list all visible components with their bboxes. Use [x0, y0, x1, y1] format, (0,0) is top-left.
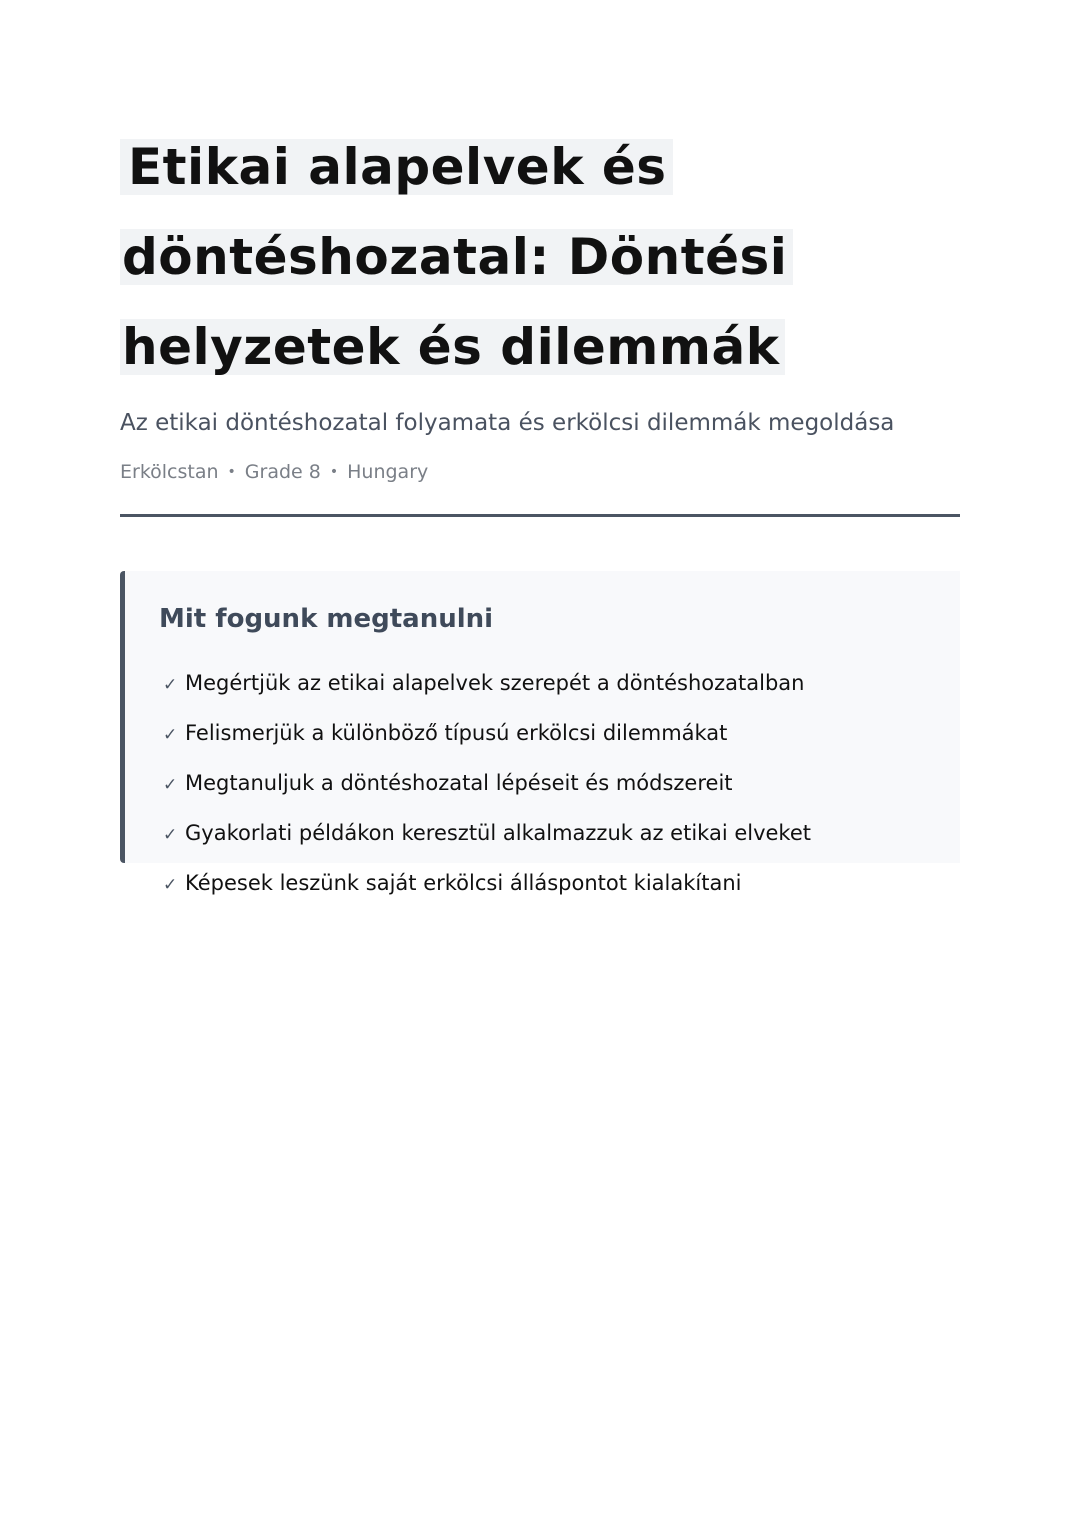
objective-text: Megtanuljuk a döntéshozatal lépéseit és módszereit: [185, 771, 733, 795]
objective-item: [159, 659, 930, 709]
objectives-list: [159, 659, 930, 909]
meta-separator: •: [329, 464, 339, 480]
meta-grade: Grade 8: [244, 461, 321, 483]
objective-text: Képesek leszünk saját erkölcsi álláspontot kialakítani: [185, 871, 742, 895]
learning-objectives-box: [120, 571, 960, 895]
objective-text: Megértjük az etikai alapelvek szerepét a döntéshozatalban: [185, 671, 805, 695]
meta-line: [120, 459, 960, 485]
section-divider: [120, 514, 960, 517]
meta-subject: Erkölcstan: [120, 461, 219, 483]
objectives-heading: Mit fogunk megtanulni: [159, 604, 494, 634]
objective-item: [159, 809, 930, 859]
objective-text: Gyakorlati példákon keresztül alkalmazzuk az etikai elveket: [185, 821, 811, 845]
objective-item: [159, 759, 930, 809]
check-icon: ✓: [163, 775, 178, 795]
check-icon: ✓: [163, 825, 178, 845]
check-icon: ✓: [163, 675, 178, 695]
meta-country: Hungary: [347, 461, 429, 483]
objective-item: [159, 709, 930, 759]
meta-separator: •: [227, 464, 236, 480]
page-title: [120, 128, 960, 387]
title-line-3: helyzetek és dilemmák: [120, 319, 785, 375]
page-subtitle: Az etikai döntéshozatal folyamata és erkölcsi dilemmák megoldása: [120, 410, 895, 436]
objective-item: [159, 859, 930, 909]
check-icon: ✓: [163, 875, 178, 895]
document-page: [120, 128, 960, 895]
title-line-2: döntéshozatal: Döntési: [120, 229, 793, 285]
objective-text: Felismerjük a különböző típusú erkölcsi dilemmákat: [185, 721, 728, 745]
check-icon: ✓: [163, 725, 178, 745]
title-line-1: Etikai alapelvek és: [120, 139, 673, 195]
